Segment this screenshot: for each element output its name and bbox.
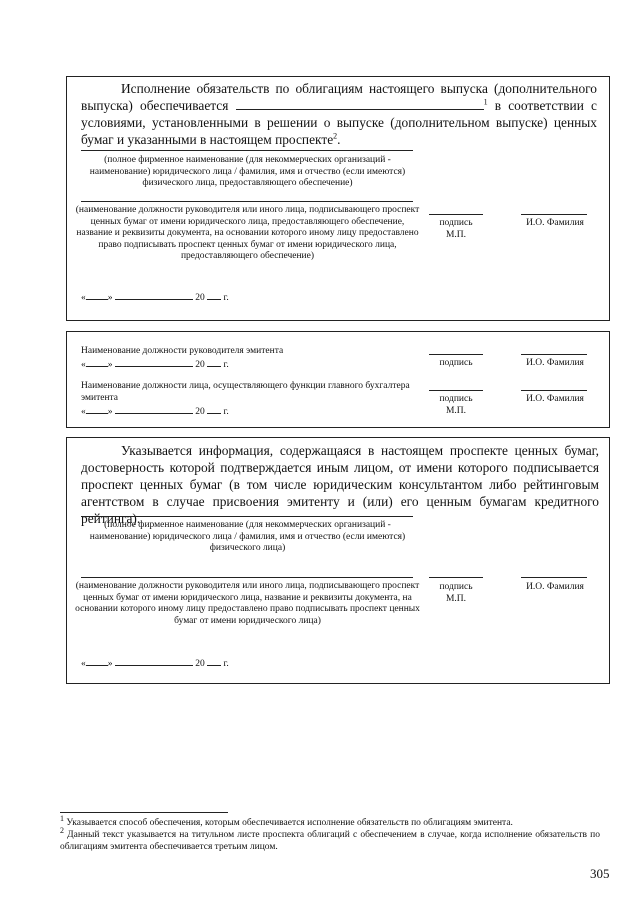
issuer-signatures-block	[66, 331, 610, 428]
guarantor-intro-text	[81, 80, 597, 148]
guarantor-name-line	[81, 150, 413, 151]
accountant-initials-line	[521, 390, 587, 391]
third-party-signature-label: подпись	[439, 582, 473, 592]
intro-part-b: в соответствии с условиями, установленными в решении о выпуске (дополнительном выпуске) ценных бумаг и указанными в настоящем проспекте	[81, 98, 597, 147]
third-party-position-line	[81, 577, 413, 578]
third-party-date: « » 20 г.	[81, 656, 229, 670]
guarantor-signature-line	[429, 214, 483, 215]
third-party-seal-label: М.П.	[445, 594, 467, 604]
footnote-separator	[60, 812, 228, 813]
third-party-position-caption: (наименование должности руководителя или иного лица, подписывающего проспект ценных бумаг от имени юридического лица, название и реквизиты документа, на основании которого иному лицу предоставлено право подписывать проспект ценных бумаг от имени юридического лица)	[75, 581, 420, 626]
guarantor-date: « » 20 г.	[81, 290, 229, 304]
accountant-initials-label: И.О. Фамилия	[526, 394, 584, 404]
guarantor-position-caption: (наименование должности руководителя или иного лица, подписывающего проспект ценных бумаг от имени юридического лица, предоставляющего обеспечение, название и реквизиты документа, на основании которого иному лицу предоставлено право подписывать проспект ценных бумаг от имени юридического лица, предоставляющего обеспечение)	[75, 205, 420, 262]
third-party-initials-line	[521, 577, 587, 578]
head-date: « » 20 г.	[81, 357, 229, 371]
intro-part-a: Исполнение обязательств по облигациям настоящего выпуска (дополнительного выпуска) обеспечивается	[81, 81, 597, 113]
head-initials-line	[521, 354, 587, 355]
guarantor-signature-label: подпись	[439, 218, 473, 228]
third-party-name-caption: (полное фирменное наименование (для некоммерческих организаций - наименование) юридического лица / фамилия, имя и отчество (если имеются) физического лица)	[89, 520, 406, 554]
guarantee-method-blank	[236, 98, 484, 110]
guarantor-name-caption: (полное фирменное наименование (для некоммерческих организаций - наименование) юридического лица / фамилия, имя и отчество (если имеются) физического лица, предоставляющего обеспечение)	[89, 155, 406, 189]
guarantor-initials-label: И.О. Фамилия	[526, 218, 584, 228]
accountant-title: Наименование должности лица, осуществляющего функции главного бухгалтера эмитента	[81, 381, 410, 403]
third-party-signature-line	[429, 577, 483, 578]
third-party-intro-text: Указывается информация, содержащаяся в настоящем проспекте ценных бумаг, достоверность которой подтверждается иным лицом, от имени которого подписывается проспект ценных бумаг (в том числе юридическим консультантом либо рейтинговым агентством в случае присвоения эмитенту и (или) его ценным бумагам кредитного рейтинга).	[81, 443, 599, 526]
head-initials-label: И.О. Фамилия	[526, 358, 584, 368]
intro-end: .	[337, 132, 341, 147]
guarantor-seal-label: М.П.	[445, 230, 467, 240]
head-title: Наименование должности руководителя эмитента	[81, 346, 284, 356]
footnote-ref-1: 1	[483, 97, 488, 107]
third-party-block	[66, 437, 610, 684]
guarantor-block	[66, 76, 610, 321]
head-signature-line	[429, 354, 483, 355]
accountant-date: « » 20 г.	[81, 404, 229, 418]
accountant-signature-line	[429, 390, 483, 391]
accountant-signature-label: подпись	[439, 394, 473, 404]
third-party-name-line	[81, 516, 413, 517]
accountant-seal-label: М.П.	[445, 406, 467, 416]
footnote-1: $^1$ Указывается способ обеспечения, которым обеспечивается исполнение обязательств по облигациям эмитента.	[60, 813, 513, 828]
guarantor-position-line	[81, 201, 413, 202]
footnote-ref-2: 2	[333, 131, 338, 141]
footnote-2: $^2$ Данный текст указывается на титульном листе проспекта облигаций с обеспечением в случае, когда исполнение обязательств по облигациям эмитента обеспечивается третьим лицом.	[60, 825, 600, 852]
page-number: 305	[590, 866, 610, 881]
third-party-initials-label: И.О. Фамилия	[526, 582, 584, 592]
guarantor-initials-line	[521, 214, 587, 215]
head-signature-label: подпись	[439, 358, 473, 368]
